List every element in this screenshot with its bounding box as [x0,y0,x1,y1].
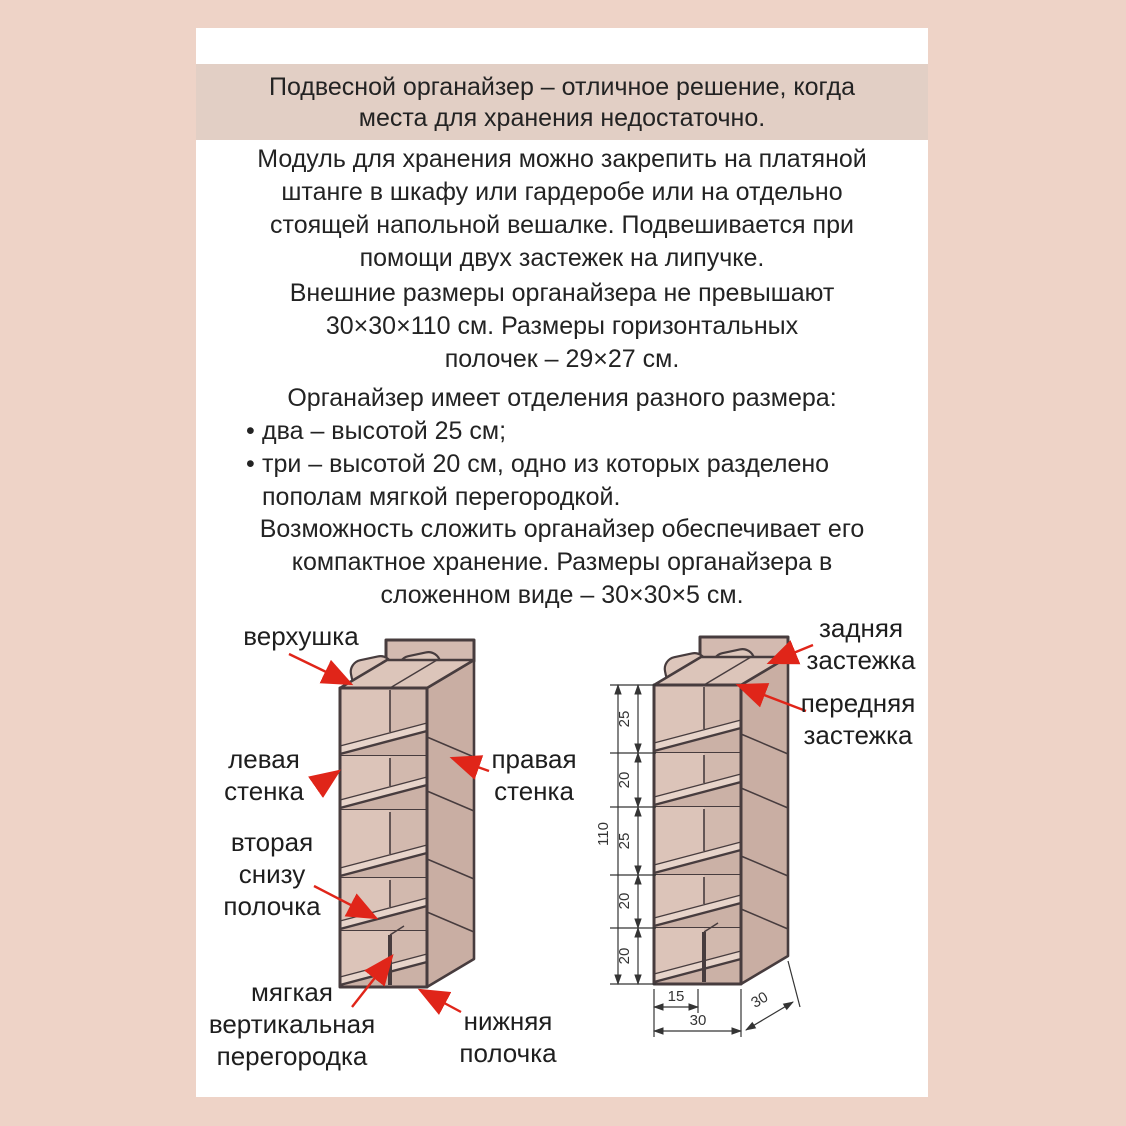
arrow-bottom-shelf [420,990,461,1012]
dim-total-height: 110 [595,822,612,846]
bullet-list [196,415,928,514]
paragraph-line: Модуль для хранения можно закрепить на платяной [257,145,867,173]
paragraph-line: Внешние размеры органайзера не превышают [289,279,835,307]
label-back-strap: застежка [806,645,916,675]
header-line-2: места для хранения недостаточно. [358,104,766,132]
paragraph-line: полочек – 29×27 см. [444,345,680,373]
header-band [196,64,928,140]
paragraph-outer-dimensions [196,277,928,376]
paragraph-compartments [196,382,928,514]
label-second-shelf: полочка [223,891,321,921]
label-right-wall: стенка [494,776,574,806]
dim-half-width: 15 [667,988,685,1005]
paragraph-line: помощи двух застежек на липучке. [359,244,765,272]
label-front-strap: застежка [803,720,913,750]
right-labels [801,613,916,750]
organizer-left-illustration [340,640,474,987]
list-item-text: два – высотой 25 см; [262,417,507,445]
dim-segment: 25 [616,710,633,728]
label-second-shelf: вторая [230,827,314,857]
paragraph-line: штанге в шкафу или гардеробе или на отдельно [281,178,843,206]
paragraph-line: стоящей напольной вешалке. Подвешивается при [270,211,854,239]
label-bottom-shelf: нижняя [463,1006,553,1036]
bullet-marker: • [246,417,255,445]
list-item [246,415,928,448]
label-soft-divider: перегородка [216,1041,368,1071]
dim-segment: 20 [616,892,633,910]
label-right-wall: правая [491,744,577,774]
dim-depth: 30 [748,988,772,1012]
list-item-line: пополам мягкой перегородкой. [262,483,621,511]
dim-segment: 20 [616,947,633,965]
label-back-strap: задняя [818,613,904,643]
label-soft-divider: мягкая [251,977,333,1007]
content-card [196,28,928,1097]
paragraph-line: сложенном виде – 30×30×5 см. [380,581,744,609]
dim-segment: 20 [616,771,633,789]
label-left-wall: стенка [224,776,304,806]
arrow-top [289,654,351,684]
paragraph-folding [196,513,928,612]
label-soft-divider: вертикальная [208,1009,376,1039]
paragraph-line: Возможность сложить органайзер обеспечивает его [259,515,865,543]
list-item-text [262,448,829,514]
label-bottom-shelf: полочка [459,1038,557,1068]
arrow-left-wall [316,771,339,787]
paragraph-line: компактное хранение. Размеры органайзера в [291,548,833,576]
label-top: верхушка [243,621,359,651]
organizer-diagrams [196,600,928,1097]
dim-segment: 25 [616,832,633,850]
header-line-1: Подвесной органайзер – отличное решение, когда [268,73,855,101]
label-second-shelf: снизу [238,859,306,889]
bullet-marker: • [246,450,255,478]
dim-width: 30 [689,1012,707,1029]
label-front-strap: передняя [800,688,916,718]
label-left-wall: левая [228,744,300,774]
list-item-line: три – высотой 20 см, одно из которых разделено [262,450,830,478]
organizer-right-illustration [654,637,788,984]
paragraph-line: 30×30×110 см. Размеры горизонтальных [325,312,799,340]
paragraph-mounting [196,143,928,275]
compartments-intro: Органайзер имеет отделения разного размера: [287,384,837,412]
list-item [246,448,928,514]
